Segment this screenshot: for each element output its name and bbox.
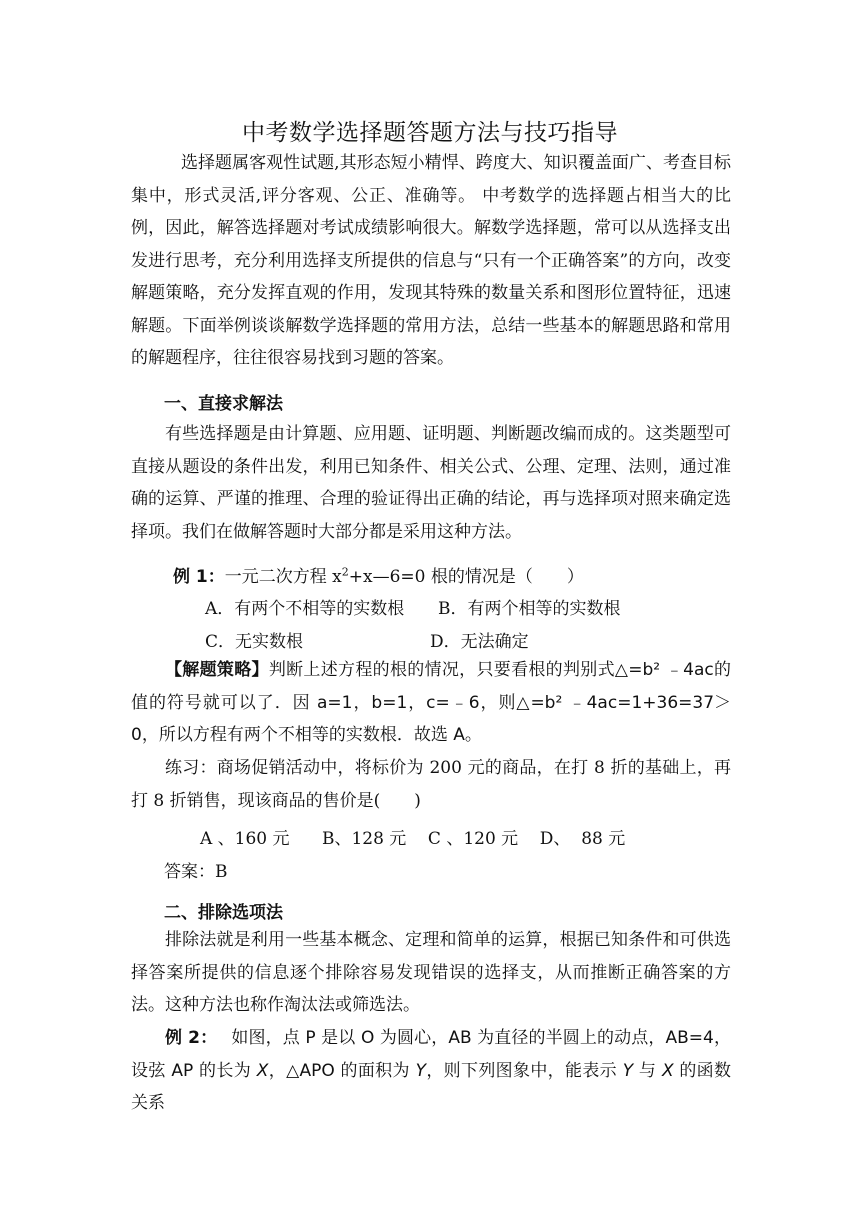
option-d: D．无法确定 <box>430 632 529 652</box>
practice-choices: A 、160 元 B、128 元 C 、120 元 D、 88 元 <box>200 829 626 849</box>
strategy-formula: △=b² ﹣4ac <box>614 660 714 680</box>
section-heading-direct: 一、直接求解法 <box>164 394 283 414</box>
document-title: 中考数学选择题答题方法与技巧指导 <box>242 120 618 146</box>
strategy-text-c: 的值的符号就可以了．因 <box>131 660 732 713</box>
section-heading-elimination: 二、排除选项法 <box>164 903 283 923</box>
example-2-label: 例 2： <box>165 1028 209 1048</box>
strategy-label: 【解题策略】 <box>165 660 269 680</box>
example-2-text: ，设弦 <box>131 1028 731 1081</box>
example-1-label: 例 1： <box>173 567 225 587</box>
strategy-text-e: 所以方程有两个不相等的实数根．故选 <box>158 725 454 745</box>
variable-y: Y <box>622 1060 634 1081</box>
example-2-text: 为圆心， <box>374 1028 449 1048</box>
strategy-answer: A。 <box>453 725 482 745</box>
example-2-text: 的函数关系 <box>131 1060 731 1113</box>
practice-question: 练习：商场促销活动中，将标价为 200 元的商品，在打 8 折的基础上，再打 8 折销售，现该商品的售价是( ) <box>131 758 731 811</box>
strategy-calc: a=1，b=1，c=﹣6，则△=b² ﹣4ac=1+36=37＞0， <box>131 692 732 745</box>
example-2-text: 是以 <box>315 1028 361 1048</box>
variable-x: X <box>256 1060 269 1081</box>
example-2-text: 的长为 <box>193 1060 257 1081</box>
point-o: O <box>360 1028 375 1048</box>
elimination-paragraph: 排除法就是利用一些基本概念、定理和简单的运算，根据已知条件和可供选择答案所提供的信息逐个排除容易发现错误的选择支，从而推断正确答案的方法。这种方法也称作淘汰法或筛选法。 <box>131 930 731 1015</box>
example-1-question <box>173 562 584 587</box>
ab-length: AB=4 <box>665 1028 714 1048</box>
variable-x: X <box>661 1060 674 1081</box>
example-2-text: 与 <box>633 1060 662 1081</box>
example-2-question <box>131 1022 731 1120</box>
exponent: 2 <box>341 565 349 579</box>
strategy-text-a: 判断上述方程的根的情况，只要看根的判别式 <box>268 660 615 680</box>
option-a: A．有两个不相等的实数根 <box>205 599 405 619</box>
practice-answer: 答案：B <box>164 862 228 882</box>
solution-strategy <box>131 654 731 752</box>
segment-ab: AB <box>448 1028 472 1048</box>
example-1-text-a: 一元二次方程 x <box>224 567 342 587</box>
example-2-text: ， <box>268 1060 287 1081</box>
option-c: C．无实数根 <box>205 632 304 652</box>
example-2-text: 为直径的半圆上的动点， <box>471 1028 666 1048</box>
variable-y: Y <box>415 1060 426 1081</box>
example-2-text: 的面积为 <box>334 1060 416 1081</box>
direct-method-paragraph: 有些选择题是由计算题、应用题、证明题、判断题改编而成的。这类题型可直接从题设的条件出发，利用已知条件、相关公式、公理、定理、法则，通过准确的运算、严谨的推理、合理的验证得出正确的结论，再与选择项对照来确定选择项。我们在做解答题时大部分都是采用这种方法。 <box>131 424 731 542</box>
point-p: P <box>305 1028 316 1048</box>
triangle-apo: △APO <box>286 1060 335 1081</box>
example-2-text: ，则下列图象中，能表示 <box>425 1060 623 1081</box>
example-1-text-b: +x—6=0 根的情况是（ ） <box>348 567 584 587</box>
example-2-text: 如图，点 <box>208 1028 306 1048</box>
chord-ap: AP <box>171 1060 194 1081</box>
option-b: B．有两个相等的实数根 <box>438 599 621 619</box>
intro-paragraph: 选择题属客观性试题,其形态短小精悍、跨度大、知识覆盖面广、考查目标集中，形式灵活,评分客观、公正、准确等。 中考数学的选择题占相当大的比例，因此，解答选择题对考试成绩影响很大。解数学选择题，常可以从选择支出发进行思考，充分利用选择支所提供的信息与“只有一个正确答案”的方向，改变解题策略，充分发挥直观的作用，发现其特殊的数量关系和图形位置特征，迅速解题。下面举例谈谈解数学选择题的常用方法，总结一些基本的解题思路和常用的解题程序，往往很容易找到习题的答案。 <box>131 153 731 368</box>
